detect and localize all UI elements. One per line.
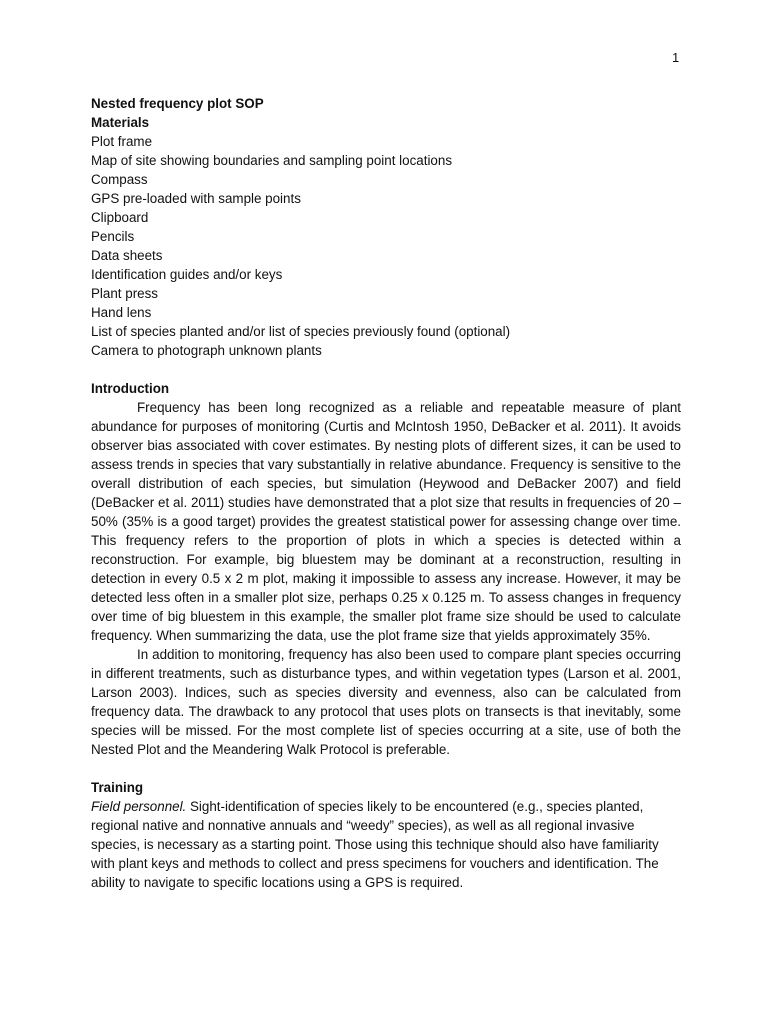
introduction-paragraph: Frequency has been long recognized as a reliable and repeatable measure of plant abundance for purposes of monitoring (Curtis and McIntosh 1950, DeBacker et al. 2011). It avoids observer bias associated with cover estimates. By nesting plots of different sizes, it can be used to assess trends in species that vary substantially in relative abundance. Frequency is sensitive to the overall distribution of each species, but simulation (Heywood and DeBacker 2007) and field (DeBacker et al. 2011) studies have demonstrated that a plot size that results in frequencies of 20 – 50% (35% is a good target) provides the greatest statistical power for assessing change over time. This frequency refers to the proportion of plots in which a species is detected within a reconstruction. For example, big bluestem may be dominant at a reconstruction, resulting in detection in every 0.5 x 2 m plot, making it impossible to assess any increase. However, it may be detected less often in a smaller plot size, perhaps 0.25 x 0.125 m. To assess changes in frequency over time of big bluestem in this example, the smaller plot frame size should be used to calculate frequency. When summarizing the data, use the plot frame size that yields approximately 35%. — [91, 400, 681, 643]
materials-item: Camera to photograph unknown plants — [91, 343, 322, 358]
materials-item: Clipboard — [91, 210, 149, 225]
introduction-section — [91, 379, 681, 759]
introduction-heading: Introduction — [91, 381, 170, 396]
materials-item: Hand lens — [91, 305, 152, 320]
materials-list — [91, 132, 681, 360]
training-heading: Training — [91, 780, 144, 795]
materials-item: List of species planted and/or list of species previously found (optional) — [91, 324, 511, 339]
materials-item: Pencils — [91, 229, 135, 244]
training-text: Sight-identification of species likely to be encountered (e.g., species planted, regional native and nonnative annuals and “weedy” species), as well as all regional invasive species, is necessary as a starting point. Those using this technique should also have familiarity with plant keys and methods to collect and press specimens for vouchers and identification. The ability to navigate to specific locations using a GPS is required. — [91, 799, 659, 890]
materials-item: Plot frame — [91, 134, 153, 149]
materials-item: Compass — [91, 172, 148, 187]
introduction-paragraph: In addition to monitoring, frequency has also been used to compare plant species occurring in different treatments, such as disturbance types, and within vegetation types (Larson et al. 2001, Larson 2003). Indices, such as species diversity and evenness, also can be calculated from frequency data. The drawback to any protocol that uses plots on transects is that inevitably, some species will be missed. For the most complete list of species occurring at a site, use of both the Nested Plot and the Meandering Walk Protocol is preferable. — [91, 647, 681, 757]
materials-item: Identification guides and/or keys — [91, 267, 283, 282]
materials-item: Data sheets — [91, 248, 163, 263]
materials-item: GPS pre-loaded with sample points — [91, 191, 301, 206]
training-section — [91, 778, 681, 892]
document-body — [91, 94, 681, 892]
page-number: 1 — [672, 50, 680, 65]
materials-item: Map of site showing boundaries and sampling point locations — [91, 153, 453, 168]
materials-heading: Materials — [91, 115, 150, 130]
materials-item: Plant press — [91, 286, 158, 301]
training-paragraph — [91, 797, 681, 892]
training-lead: Field personnel. — [91, 799, 187, 814]
document-title: Nested frequency plot SOP — [91, 96, 264, 111]
